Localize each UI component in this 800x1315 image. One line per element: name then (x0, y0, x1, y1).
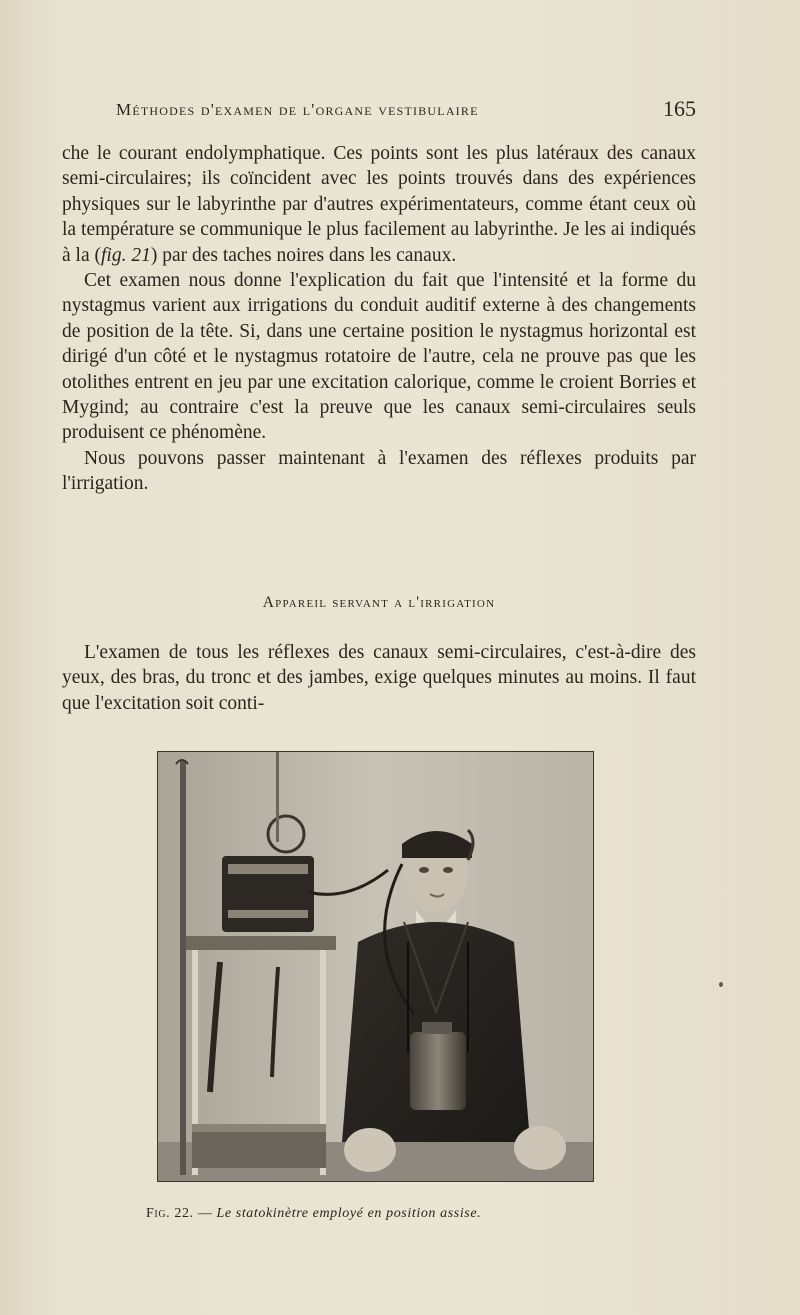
photograph-illustration (158, 752, 593, 1181)
body-text (62, 141, 696, 497)
fig-ref-label: fig. 21 (100, 244, 151, 266)
page-number: 165 (663, 96, 696, 121)
section-body (62, 640, 696, 716)
caption-dash: — (197, 1206, 213, 1221)
paragraph-1-text: che le courant endolymphatique. Ces points sont les plus latéraux des canaux semi-circulaires; ils coïncident avec les points trouvés dans des expériences physiques sur le labyrinthe par d'autres expérimentateurs, comme étant ceux où la température se communique le plus facilement au labyrinthe. Je les ai indiqués à la (62, 143, 696, 266)
fig-ref-close: ) (150, 244, 158, 266)
running-head (62, 96, 696, 126)
figure-photograph (157, 751, 594, 1182)
paragraph-2: Cet examen nous donne l'explication du fait que l'intensité et la forme du nystagmus varient aux irrigations du conduit auditif externe à des changements de position de la tête. Si, dans une certaine position le nystagmus horizontal est dirigé d'un côté et le nystagmus rotatoire de l'autre, cela ne prouve pas que les otolithes entrent en jeu par une excitation calorique, comme le croient Borries et Mygind; au contraire c'est la preuve que les canaux semi-circulaires seuls produisent ce phénomène. (62, 270, 696, 444)
fig-ref-open: ( (94, 244, 101, 266)
figure-label: Fig. 22. (146, 1206, 194, 1221)
running-title: Méthodes d'examen de l'organe vestibulaire (116, 100, 479, 119)
ink-speck (719, 982, 723, 987)
figure-title: Le statokinètre employé en position assise. (216, 1206, 482, 1221)
figure-caption (146, 1206, 626, 1222)
paragraph-1-tail: par des taches noires dans les canaux. (157, 244, 457, 266)
section-heading: Appareil servant a l'irrigation (262, 594, 496, 611)
paragraph-3: Nous pouvons passer maintenant à l'examen des réflexes produits par l'irrigation. (62, 447, 696, 495)
section-paragraph: L'examen de tous les réflexes des canaux semi-circulaires, c'est-à-dire des yeux, des bras, du tronc et des jambes, exige quelques minutes au moins. Il faut que l'excitation soit conti- (62, 642, 696, 714)
paragraph-1 (62, 141, 696, 268)
